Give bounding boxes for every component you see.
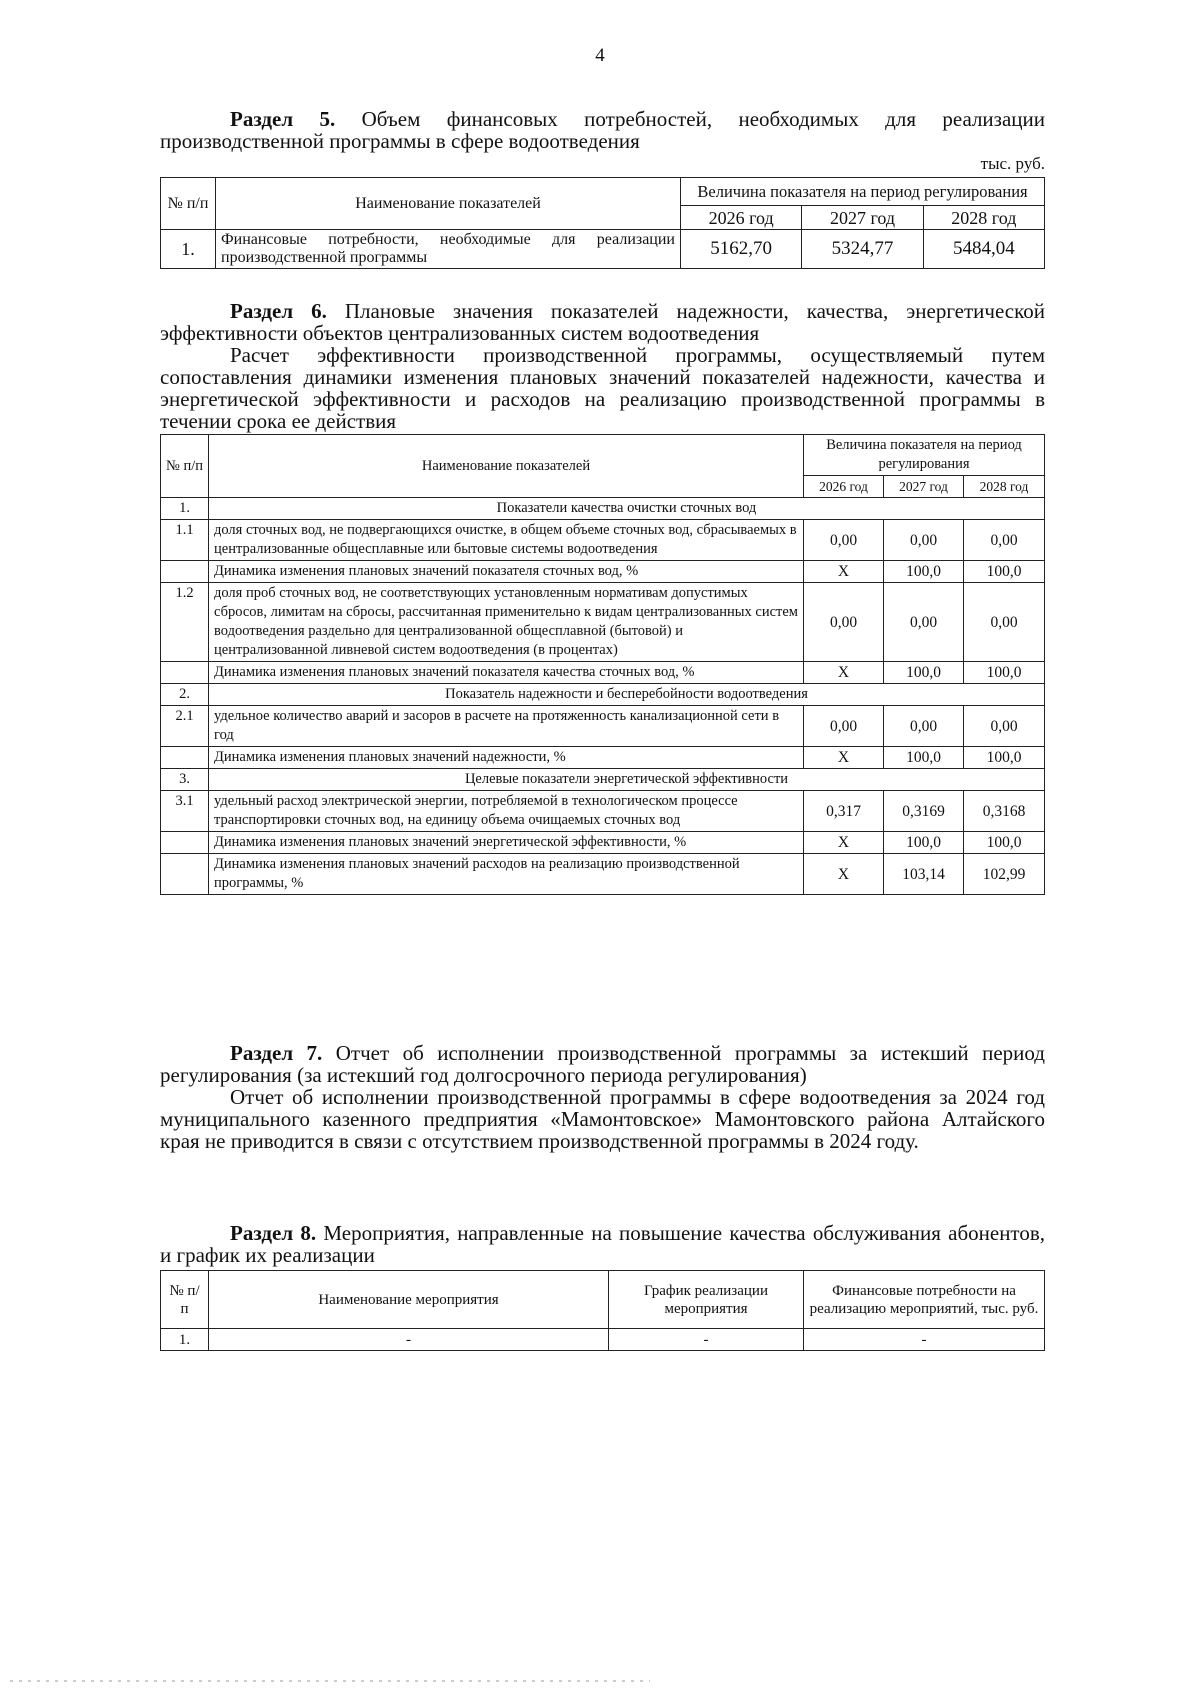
row-value: X <box>804 832 884 854</box>
row-value: 0,00 <box>964 583 1045 662</box>
row-value: 0,317 <box>804 791 884 832</box>
section-5-label: Раздел 5. <box>230 107 336 131</box>
row-name: Динамика изменения плановых значений показателя сточных вод, % <box>209 561 804 583</box>
table-row <box>161 832 1045 854</box>
row-num: 1. <box>161 1329 209 1351</box>
row-value: 102,99 <box>964 854 1045 895</box>
col-header-period: Величина показателя на период регулирования <box>804 435 1045 476</box>
row-num <box>161 747 209 769</box>
row-value: 0,00 <box>804 520 884 561</box>
section-7-title: Отчет об исполнении производственной программы за истекший период регулирования (за истекший год долгосрочного периода регулирования) <box>160 1041 1045 1087</box>
row-value: 5324,77 <box>802 230 923 269</box>
row-value: X <box>804 747 884 769</box>
section-8-label: Раздел 8. <box>230 1221 317 1245</box>
row-num: 2. <box>161 684 209 706</box>
indicators-table <box>160 434 1045 895</box>
row-num: 3. <box>161 769 209 791</box>
row-num <box>161 854 209 895</box>
section-row <box>161 769 1045 791</box>
row-value: 103,14 <box>884 854 964 895</box>
section-row-title: Показатели качества очистки сточных вод <box>209 498 1045 520</box>
row-name: доля проб сточных вод, не соответствующих установленным нормативам допустимых сбросов, лимитам на сбросы, рассчитанная применительно к видам централизованных систем водоотведения раздельно для централизованной общесплавной (бытовой) и централизованной ливневой систем водоотведения (в процентах) <box>209 583 804 662</box>
table-row <box>161 791 1045 832</box>
row-value: 100,0 <box>964 747 1045 769</box>
table-row <box>161 662 1045 684</box>
col-header-period: Величина показателя на период регулирования <box>681 178 1045 206</box>
row-name: удельное количество аварий и засоров в расчете на протяженность канализационной сети в год <box>209 706 804 747</box>
row-name: Динамика изменения плановых значений показателя качества сточных вод, % <box>209 662 804 684</box>
table-row <box>161 583 1045 662</box>
table-row <box>161 1329 1045 1351</box>
row-value: 100,0 <box>884 832 964 854</box>
section-6-intro: Расчет эффективности производственной программы, осуществляемый путем сопоставления динамики изменения плановых значений показателей надежности, качества и энергетической эффективности и расходов на реализацию производственной программы в течении срока ее действия <box>160 343 1045 433</box>
section-5-heading <box>160 108 1045 152</box>
col-header-year: 2026 год <box>681 206 802 230</box>
row-num <box>161 561 209 583</box>
table-row <box>161 520 1045 561</box>
table-row <box>161 747 1045 769</box>
col-header-num: № п/п <box>161 435 209 498</box>
section-row <box>161 684 1045 706</box>
row-value: X <box>804 854 884 895</box>
section-8-heading <box>160 1222 1045 1266</box>
col-header-name: Наименование мероприятия <box>209 1271 609 1329</box>
col-header-finance: Финансовые потребности на реализацию мероприятий, тыс. руб. <box>804 1271 1045 1329</box>
row-num: 1. <box>161 498 209 520</box>
row-schedule: - <box>609 1329 804 1351</box>
col-header-year: 2027 год <box>802 206 923 230</box>
row-value: 100,0 <box>884 747 964 769</box>
row-value: 5162,70 <box>681 230 802 269</box>
activities-table <box>160 1270 1045 1351</box>
col-header-name: Наименование показателей <box>209 435 804 498</box>
row-value: 0,00 <box>884 520 964 561</box>
col-header-num: № п/п <box>161 178 216 230</box>
row-name: Финансовые потребности, необходимые для реализации производственной программы <box>216 230 681 269</box>
unit-label: тыс. руб. <box>980 154 1045 173</box>
scan-artifact <box>10 1680 650 1682</box>
col-header-year: 2028 год <box>923 206 1044 230</box>
row-num: 1. <box>161 230 216 269</box>
table-row <box>161 230 1045 269</box>
row-name: Динамика изменения плановых значений надежности, % <box>209 747 804 769</box>
row-value: 100,0 <box>884 561 964 583</box>
col-header-schedule: График реализации мероприятия <box>609 1271 804 1329</box>
row-value: 0,00 <box>804 583 884 662</box>
row-num: 1.1 <box>161 520 209 561</box>
row-name: Динамика изменения плановых значений расходов на реализацию производственной программы, % <box>209 854 804 895</box>
row-value: 0,00 <box>804 706 884 747</box>
section-6-heading <box>160 300 1045 344</box>
financial-needs-table <box>160 177 1045 269</box>
row-value: 0,00 <box>884 706 964 747</box>
section-8-title: Мероприятия, направленные на повышение качества обслуживания абонентов, и график их реализации <box>160 1221 1045 1267</box>
col-header-year: 2027 год <box>884 476 964 498</box>
row-name: доля сточных вод, не подвергающихся очистке, в общем объеме сточных вод, сбрасываемых в централизованные общесплавные или бытовые системы водоотведения <box>209 520 804 561</box>
row-value: 100,0 <box>964 561 1045 583</box>
row-value: 5484,04 <box>923 230 1044 269</box>
row-value: 0,00 <box>964 706 1045 747</box>
row-value: 0,3168 <box>964 791 1045 832</box>
row-value: 0,3169 <box>884 791 964 832</box>
row-finance: - <box>804 1329 1045 1351</box>
section-5 <box>160 108 1045 269</box>
col-header-name: Наименование показателей <box>216 178 681 230</box>
row-value: X <box>804 662 884 684</box>
row-num <box>161 662 209 684</box>
row-value: 0,00 <box>884 583 964 662</box>
row-name: Динамика изменения плановых значений энергетической эффективности, % <box>209 832 804 854</box>
section-6 <box>160 300 1045 895</box>
section-8 <box>160 1222 1045 1351</box>
page-number: 4 <box>595 45 605 66</box>
table-row <box>161 854 1045 895</box>
section-6-label: Раздел 6. <box>230 299 327 323</box>
section-7-label: Раздел 7. <box>230 1041 323 1065</box>
row-value: 100,0 <box>964 662 1045 684</box>
col-header-num: № п/п <box>161 1271 209 1329</box>
col-header-year: 2028 год <box>964 476 1045 498</box>
row-value: 100,0 <box>964 832 1045 854</box>
table-row <box>161 706 1045 747</box>
row-num: 1.2 <box>161 583 209 662</box>
row-name: удельный расход электрической энергии, потребляемой в технологическом процессе транспортировки сточных вод, на единицу объема очищаемых сточных вод <box>209 791 804 832</box>
section-7-heading <box>160 1042 1045 1086</box>
col-header-year: 2026 год <box>804 476 884 498</box>
section-6-title: Плановые значения показателей надежности, качества, энергетической эффективности объектов централизованных систем водоотведения <box>160 299 1045 345</box>
section-7-body: Отчет об исполнении производственной программы в сфере водоотведения за 2024 год муниципального казенного предприятия «Мамонтовское» Мамонтовского района Алтайского края не приводится в связи с отсутствием производственной программы в 2024 году. <box>160 1085 1045 1153</box>
row-num: 3.1 <box>161 791 209 832</box>
row-num: 2.1 <box>161 706 209 747</box>
section-row-title: Целевые показатели энергетической эффективности <box>209 769 1045 791</box>
row-value: 0,00 <box>964 520 1045 561</box>
section-row <box>161 498 1045 520</box>
section-row-title: Показатель надежности и бесперебойности водоотведения <box>209 684 1045 706</box>
section-5-title: Объем финансовых потребностей, необходимых для реализации производственной программы в сфере водоотведения <box>160 107 1045 153</box>
row-num <box>161 832 209 854</box>
row-name: - <box>209 1329 609 1351</box>
table-row <box>161 561 1045 583</box>
row-value: X <box>804 561 884 583</box>
row-value: 100,0 <box>884 662 964 684</box>
section-7 <box>160 1042 1045 1152</box>
